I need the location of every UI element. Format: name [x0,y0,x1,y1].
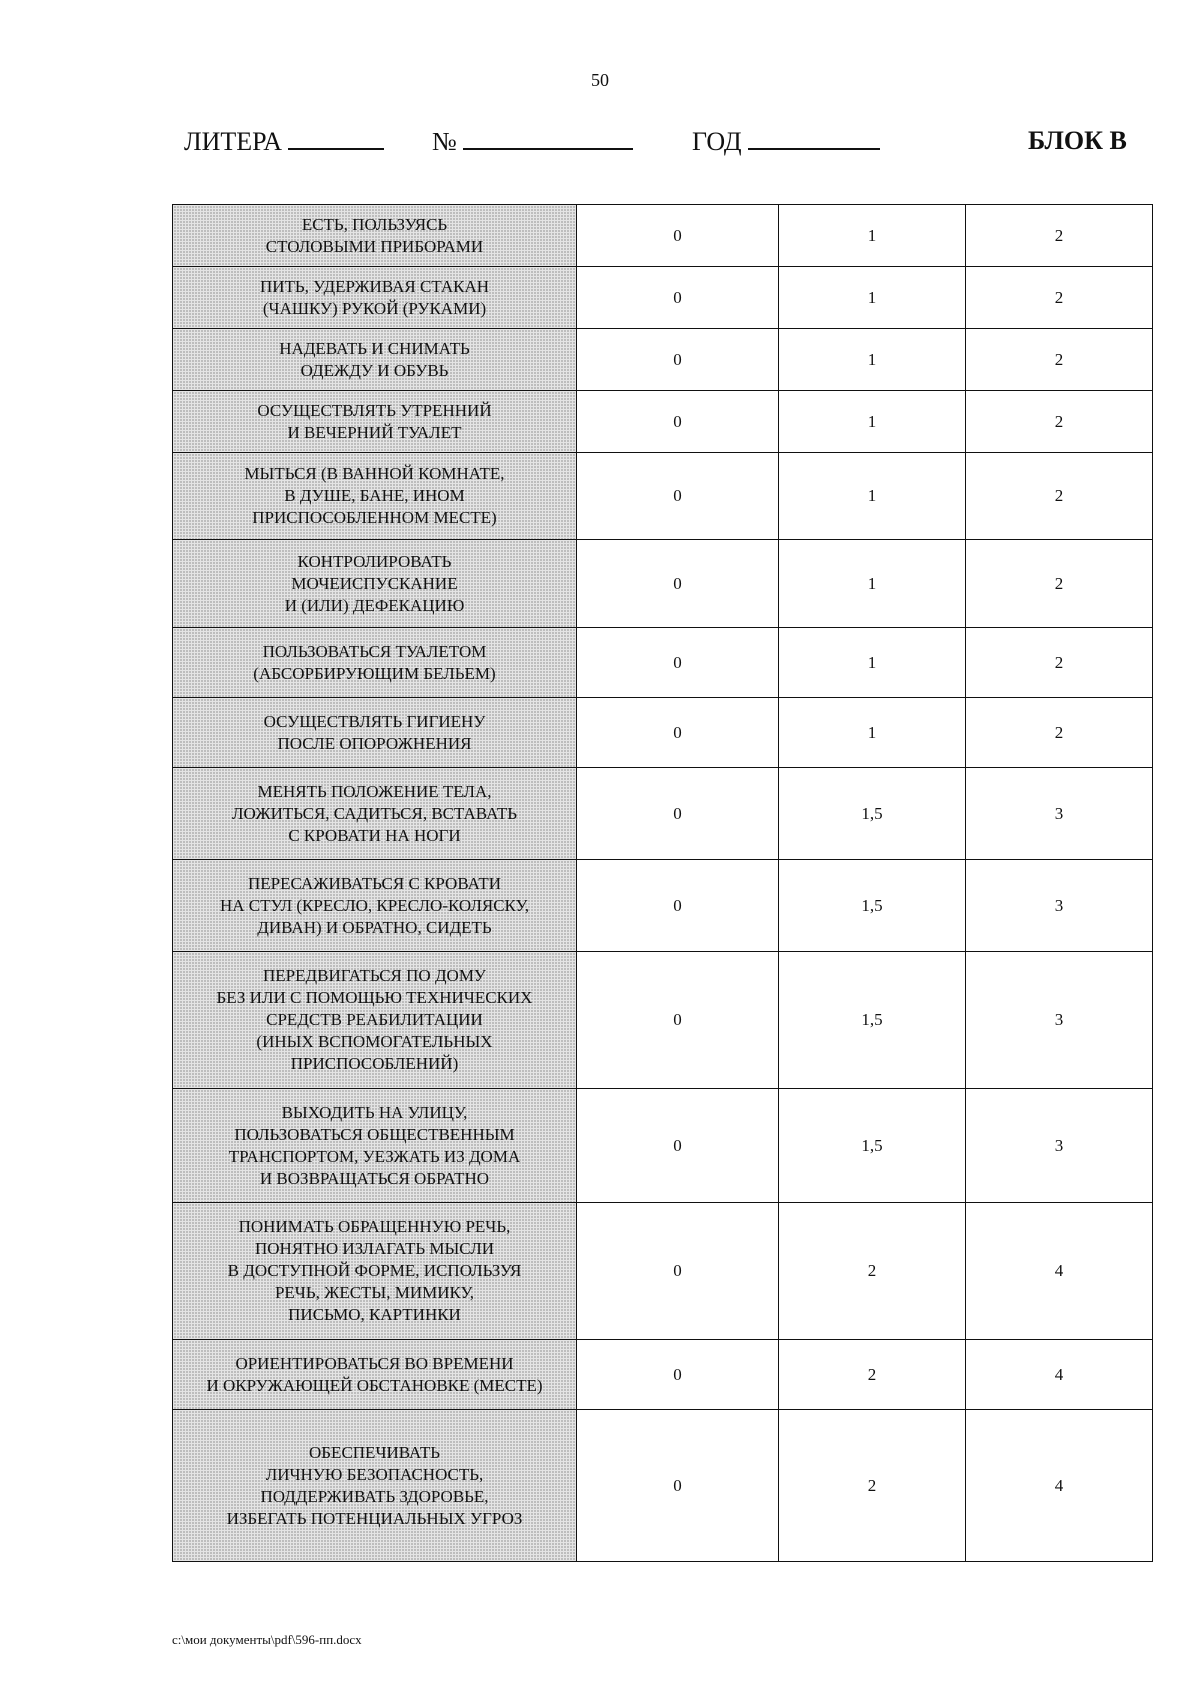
score-cell-3[interactable]: 2 [966,391,1153,453]
score-cell-1[interactable]: 0 [577,698,779,768]
score-cell-2[interactable]: 2 [779,1340,966,1410]
score-cell-3[interactable]: 4 [966,1203,1153,1340]
score-cell-2[interactable]: 1,5 [779,1089,966,1203]
litera-field [184,126,384,157]
table-row [173,1089,1153,1203]
score-cell-2[interactable]: 1 [779,628,966,698]
score-cell-2[interactable]: 1 [779,267,966,329]
litera-blank[interactable] [288,126,384,150]
score-cell-1[interactable]: 0 [577,1089,779,1203]
activity-label: ОРИЕНТИРОВАТЬСЯ ВО ВРЕМЕНИ И ОКРУЖАЮЩЕЙ ОБСТАНОВКЕ (МЕСТЕ) [173,1340,577,1410]
score-cell-3[interactable]: 3 [966,952,1153,1089]
litera-label: ЛИТЕРА [184,127,283,156]
score-cell-3[interactable]: 2 [966,698,1153,768]
activity-label: ПЕРЕДВИГАТЬСЯ ПО ДОМУ БЕЗ ИЛИ С ПОМОЩЬЮ ТЕХНИЧЕСКИХ СРЕДСТВ РЕАБИЛИТАЦИИ (ИНЫХ ВСПОМОГАТЕЛЬНЫХ ПРИСПОСОБЛЕНИЙ) [173,952,577,1089]
score-cell-2[interactable]: 1,5 [779,952,966,1089]
activity-label: ПОНИМАТЬ ОБРАЩЕННУЮ РЕЧЬ, ПОНЯТНО ИЗЛАГАТЬ МЫСЛИ В ДОСТУПНОЙ ФОРМЕ, ИСПОЛЬЗУЯ РЕЧЬ, ЖЕСТЫ, МИМИКУ, ПИСЬМО, КАРТИНКИ [173,1203,577,1340]
score-cell-1[interactable]: 0 [577,453,779,540]
table-row [173,391,1153,453]
score-cell-1[interactable]: 0 [577,860,779,952]
score-cell-1[interactable]: 0 [577,540,779,628]
number-blank[interactable] [463,126,633,150]
activity-label: ОБЕСПЕЧИВАТЬ ЛИЧНУЮ БЕЗОПАСНОСТЬ, ПОДДЕРЖИВАТЬ ЗДОРОВЬЕ, ИЗБЕГАТЬ ПОТЕНЦИАЛЬНЫХ УГРОЗ [173,1410,577,1562]
score-cell-3[interactable]: 4 [966,1410,1153,1562]
activity-label: ВЫХОДИТЬ НА УЛИЦУ, ПОЛЬЗОВАТЬСЯ ОБЩЕСТВЕННЫМ ТРАНСПОРТОМ, УЕЗЖАТЬ ИЗ ДОМА И ВОЗВРАЩАТЬСЯ ОБРАТНО [173,1089,577,1203]
score-cell-3[interactable]: 2 [966,453,1153,540]
score-cell-2[interactable]: 1 [779,329,966,391]
page-number: 50 [591,70,609,90]
score-cell-2[interactable]: 1 [779,391,966,453]
table-row [173,1340,1153,1410]
assessment-table-body [173,205,1153,1562]
score-cell-1[interactable]: 0 [577,1410,779,1562]
activity-label: ПИТЬ, УДЕРЖИВАЯ СТАКАН (ЧАШКУ) РУКОЙ (РУКАМИ) [173,267,577,329]
table-row [173,329,1153,391]
table-row [173,768,1153,860]
table-row [173,1410,1153,1562]
table-row [173,1203,1153,1340]
score-cell-1[interactable]: 0 [577,1203,779,1340]
score-cell-1[interactable]: 0 [577,267,779,329]
activity-label: ПЕРЕСАЖИВАТЬСЯ С КРОВАТИ НА СТУЛ (КРЕСЛО, КРЕСЛО-КОЛЯСКУ, ДИВАН) И ОБРАТНО, СИДЕТЬ [173,860,577,952]
activity-label: ЕСТЬ, ПОЛЬЗУЯСЬ СТОЛОВЫМИ ПРИБОРАМИ [173,205,577,267]
table-row [173,628,1153,698]
score-cell-2[interactable]: 1 [779,540,966,628]
score-cell-3[interactable]: 3 [966,860,1153,952]
form-header [184,126,1144,166]
score-cell-2[interactable]: 1 [779,205,966,267]
score-cell-2[interactable]: 1 [779,698,966,768]
score-cell-2[interactable]: 1 [779,453,966,540]
score-cell-3[interactable]: 2 [966,329,1153,391]
year-field [692,126,880,157]
year-label: ГОД [692,127,742,156]
score-cell-1[interactable]: 0 [577,1340,779,1410]
score-cell-1[interactable]: 0 [577,205,779,267]
table-row [173,860,1153,952]
score-cell-1[interactable]: 0 [577,391,779,453]
activity-label: МЕНЯТЬ ПОЛОЖЕНИЕ ТЕЛА, ЛОЖИТЬСЯ, САДИТЬСЯ, ВСТАВАТЬ С КРОВАТИ НА НОГИ [173,768,577,860]
score-cell-2[interactable]: 2 [779,1203,966,1340]
score-cell-1[interactable]: 0 [577,952,779,1089]
activity-label: НАДЕВАТЬ И СНИМАТЬ ОДЕЖДУ И ОБУВЬ [173,329,577,391]
file-path-footer: c:\мои документы\pdf\596-пп.docx [172,1632,362,1647]
table-row [173,205,1153,267]
score-cell-3[interactable]: 4 [966,1340,1153,1410]
activity-label: МЫТЬСЯ (В ВАННОЙ КОМНАТЕ, В ДУШЕ, БАНЕ, ИНОМ ПРИСПОСОБЛЕННОМ МЕСТЕ) [173,453,577,540]
table-row [173,540,1153,628]
activity-label: ОСУЩЕСТВЛЯТЬ УТРЕННИЙ И ВЕЧЕРНИЙ ТУАЛЕТ [173,391,577,453]
score-cell-3[interactable]: 2 [966,540,1153,628]
year-blank[interactable] [748,126,880,150]
score-cell-3[interactable]: 3 [966,768,1153,860]
score-cell-3[interactable]: 2 [966,267,1153,329]
number-field [432,126,633,157]
table-row [173,267,1153,329]
activity-label: ПОЛЬЗОВАТЬСЯ ТУАЛЕТОМ (АБСОРБИРУЮЩИМ БЕЛЬЕМ) [173,628,577,698]
score-cell-1[interactable]: 0 [577,628,779,698]
activity-label: ОСУЩЕСТВЛЯТЬ ГИГИЕНУ ПОСЛЕ ОПОРОЖНЕНИЯ [173,698,577,768]
table-row [173,952,1153,1089]
table-row [173,453,1153,540]
score-cell-3[interactable]: 2 [966,205,1153,267]
score-cell-2[interactable]: 1,5 [779,768,966,860]
score-cell-3[interactable]: 3 [966,1089,1153,1203]
score-cell-1[interactable]: 0 [577,768,779,860]
assessment-table [172,204,1153,1562]
score-cell-3[interactable]: 2 [966,628,1153,698]
block-title: БЛОК В [1028,126,1127,155]
number-label: № [432,127,457,156]
score-cell-1[interactable]: 0 [577,329,779,391]
score-cell-2[interactable]: 2 [779,1410,966,1562]
activity-label: КОНТРОЛИРОВАТЬ МОЧЕИСПУСКАНИЕ И (ИЛИ) ДЕФЕКАЦИЮ [173,540,577,628]
table-row [173,698,1153,768]
score-cell-2[interactable]: 1,5 [779,860,966,952]
